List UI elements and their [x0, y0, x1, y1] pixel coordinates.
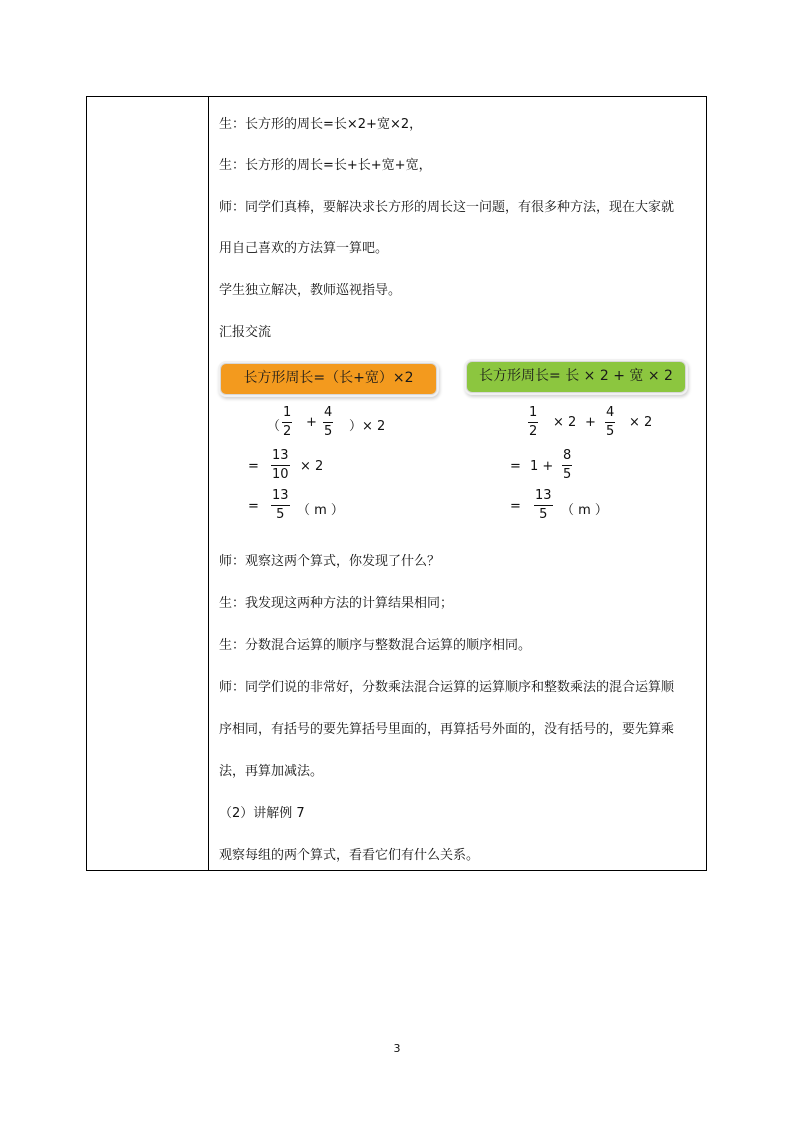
text-line: 生：分数混合运算的顺序与整数混合运算的顺序相同。	[219, 638, 532, 653]
fraction-thirteen-tenths: 13 10	[272, 448, 289, 482]
equals-sign: =	[248, 499, 259, 514]
plus-sign: +	[306, 415, 317, 430]
plus-sign: +	[585, 415, 596, 430]
close-paren-times-two: ）× 2	[349, 419, 386, 434]
text-line: 生：长方形的周长=长×2+宽×2，	[219, 117, 423, 132]
page-number: 3	[393, 1042, 401, 1055]
equals-sign: =	[510, 499, 521, 514]
section-heading: （2）讲解例 7	[219, 806, 305, 821]
text-line: 师：同学们说的非常好，分数乘法混合运算的运算顺序和整数乘法的混合运算顺	[219, 680, 675, 695]
lesson-table	[86, 96, 707, 871]
unit-meters: （ m ）	[561, 503, 608, 518]
equals-sign: =	[510, 459, 521, 474]
text-line: 用自己喜欢的方法算一算吧。	[219, 241, 389, 256]
text-line: 汇报交流	[219, 325, 272, 340]
text-line: 法，再算加减法。	[219, 764, 324, 779]
times-two: × 2	[300, 459, 324, 474]
text-line: 师：同学们真棒，要解决求长方形的周长这一问题，有很多种方法，现在大家就	[219, 200, 675, 215]
unit-meters: （ m ）	[297, 503, 344, 518]
text-line: 序相同，有括号的要先算括号里面的，再算括号外面的，没有括号的，要先算乘	[219, 722, 675, 737]
fraction-one-half: 1 2	[283, 405, 292, 439]
fraction-eight-fifths: 8 5	[563, 448, 572, 482]
fraction-thirteen-fifths: 13 5	[535, 488, 552, 522]
text-line: 生：我发现这两种方法的计算结果相同；	[219, 596, 454, 611]
formula-badge-sum-times-two: 长方形周长=（长+宽）×2	[221, 364, 436, 394]
text-line: 学生独立解决，教师巡视指导。	[219, 283, 402, 298]
one-plus: 1 +	[530, 459, 554, 474]
fraction-thirteen-fifths: 13 5	[272, 488, 289, 522]
fraction-four-fifths: 4 5	[324, 405, 333, 439]
text-line: 师：观察这两个算式，你发现了什么？	[219, 554, 441, 569]
fraction-four-fifths: 4 5	[606, 405, 615, 439]
text-line: 观察每组的两个算式，看看它们有什么关系。	[219, 848, 480, 863]
times-two: × 2	[629, 415, 653, 430]
column-divider	[208, 97, 209, 870]
times-two: × 2	[553, 415, 577, 430]
equals-sign: =	[248, 459, 259, 474]
fraction-one-half: 1 2	[529, 405, 538, 439]
text-line: 生：长方形的周长=长+长+宽+宽，	[219, 158, 432, 173]
open-paren: （	[267, 419, 281, 434]
formula-badge-length-times-two-plus-width: 长方形周长= 长 × 2 + 宽 × 2	[467, 362, 685, 392]
